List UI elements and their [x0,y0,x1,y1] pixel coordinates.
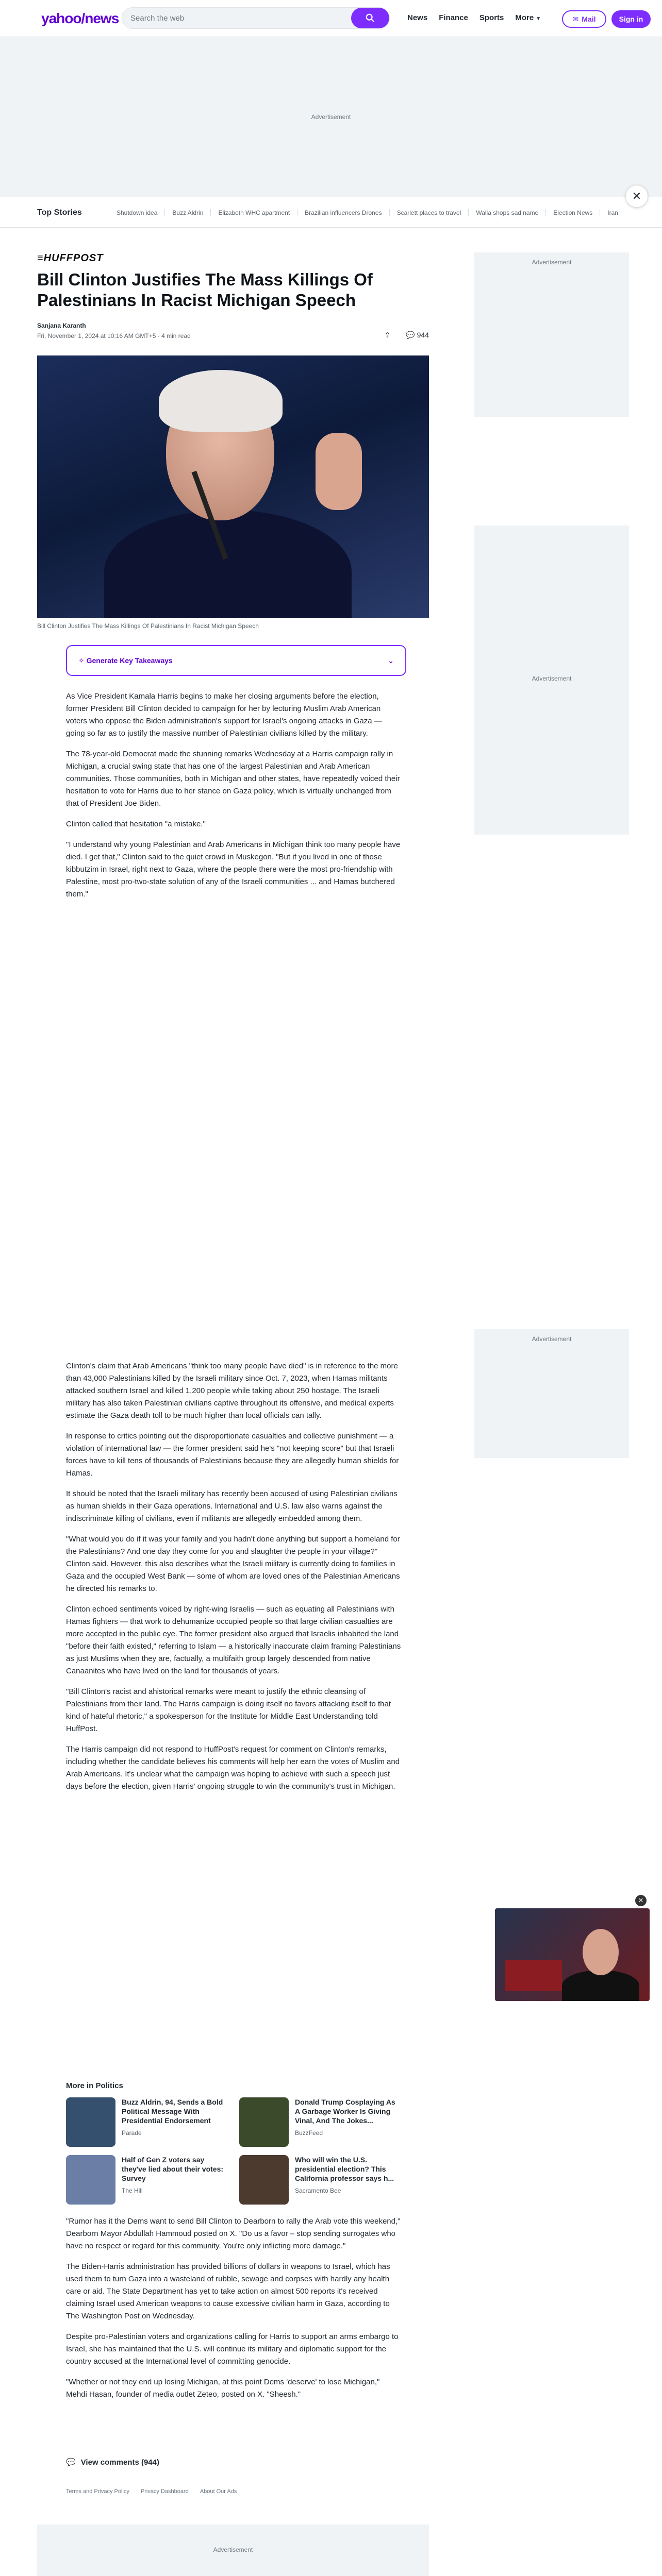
related-title: Buzz Aldrin, 94, Sends a Bold Political Message With Presidential Endorsement [122,2098,223,2125]
paragraph: "What would you do if it was your family and you hadn't done anything but support a homeland for the Palestinians? And one day they come for you and slaughter the people in your village?" Clinton said. However, this also describes what the Israeli military is currently doing to families in Gaza and the occupied West Bank — some of whom are loved ones of the Palestinian Americans he directed his remarks to. [66,1535,400,1593]
inline-advertisement[interactable]: Advertisement [37,2524,429,2576]
main-nav [407,13,541,22]
nav-news[interactable]: News [407,13,428,22]
related-story[interactable] [239,2097,401,2147]
video-figure-head [583,1929,619,1975]
header [0,0,662,37]
related-thumbnail [239,2097,289,2147]
hero-hand [316,433,362,510]
sign-in-button[interactable]: Sign in [611,10,651,28]
related-story[interactable] [66,2097,228,2147]
paragraph: "Rumor has it the Dems want to send Bill Clinton to Dearborn to rally the Arab vote this weekend," Dearborn Mayor Abdullah Hammoud posted on X. "Do us a favor – stop sending surrogates who have no respect or regard for this community. You're only inflicting more damage." [66,2217,401,2250]
paragraph: Clinton's claim that Arab Americans "think too many people have died" is in reference to the more than 43,000 Palestinians killed by the Israeli military since Oct. 7, 2023, when Hamas militants attacked southern Israel and killed 1,200 people while taking about 250 hostage. The Israeli military has also taken Palestinian civilians captive throughout its offensive, and medical experts estimate the Gaza death toll to be much higher than local officials can tally. [66,1362,398,1420]
sparkle-icon: ✧ [78,656,87,665]
view-comments-button[interactable]: 💬 View comments (944) [66,2458,159,2467]
article-title: Bill Clinton Justifies The Mass Killings Of Palestinians In Racist Michigan Speech [37,270,373,310]
top-story-item[interactable]: Shutdown idea [117,209,158,216]
hero-image [37,355,429,618]
source-logo[interactable]: ≡HUFFPOST [37,252,104,264]
top-story-item[interactable]: Buzz Aldrin [164,209,210,216]
yahoo-news-logo[interactable]: yahoo/news [41,10,119,26]
article-body [66,1360,401,1801]
related-source: BuzzFeed [295,2129,323,2137]
related-thumbnail [66,2097,115,2147]
generate-key-takeaways-button[interactable]: ✧ Generate Key Takeaways ⌄ [66,645,406,676]
footer-link[interactable]: Privacy Dashboard [140,2488,189,2495]
mail-icon: ✉ [572,14,579,23]
top-story-item[interactable]: Brazilian influencers Drones [297,209,389,216]
mail-button[interactable]: ✉ Mail [562,10,606,28]
paragraph: "I understand why young Palestinian and Arab Americans in Michigan think too many people have died. I get that," Clinton said to the quiet crowd in Muskegon. "But if you lived in one of those kibbutzim in Israel, right next to Gaza, where the people there were the most pro-friendship with Palestine, most pro-two-state solution of any of the Israeli communities ... and Hamas butchered them." [66,840,401,899]
search-icon [366,13,375,23]
paragraph: The Harris campaign did not respond to HuffPost's request for comment on Clinton's remarks, including whether the candidate believes his comments will help her earn the votes of Muslim and Arab Americans. It's unclear what the campaign was hoping to achieve with such a speech just days before the election, given Harris' ongoing struggle to win the community's trust in Michigan. [66,1745,400,1791]
related-thumbnail [66,2155,115,2205]
publish-date: Fri, November 1, 2024 at 10:16 AM GMT+5 · 4 min read [37,332,191,340]
related-source: The Hill [122,2187,143,2194]
article-actions [385,331,429,340]
related-title: Who will win the U.S. presidential election? This California professor says h... [295,2156,394,2182]
close-ad-button[interactable] [626,185,648,207]
floating-video-player[interactable] [495,1896,650,2001]
close-icon[interactable]: ✕ [635,1895,647,1906]
article-body [66,2215,401,2409]
related-title: Donald Trump Cosplaying As A Garbage Worker Is Giving Vinal, And The Jokes... [295,2098,395,2125]
sidebar-advertisement[interactable]: Advertisement [474,526,629,835]
top-stories-list [109,209,625,216]
top-story-item[interactable]: Walla shops sad name [468,209,545,216]
paragraph: "Bill Clinton's racist and ahistorical remarks were meant to justify the ethnic cleansing of Palestinians from their land. The Harris campaign is doing itself no favors attacking itself to that kind of hateful rhetoric," a spokesperson for the Institute for Middle East Understanding told HuffPost. [66,1687,391,1733]
top-stories-bar [0,197,662,228]
paragraph: Despite pro-Palestinian voters and organizations calling for Harris to support an arms embargo to Israel, she has maintained that the U.S. will continue its military and diplomatic support for the country accused at the International level of committing genocide. [66,2332,399,2366]
paragraph: Clinton called that hesitation "a mistake." [66,820,206,828]
top-story-item[interactable]: Election News [545,209,600,216]
paragraph: Clinton echoed sentiments voiced by right-wing Israelis — such as equating all Palestinians with Hamas fighters — that work to dehumanize occupied people so that large civilian casualties are more accepted in the public eye. The former president also argued that Israelis inhabited the land "before their faith existed," referring to Islam — a historically inaccurate claim framing Palestinians as just Muslims when they are, factually, a multifaith group largely descended from native Canaanites who have lived on the land for thousands of years. [66,1605,401,1675]
paragraph: "Whether or not they end up losing Michigan, at this point Dems 'deserve' to lose Michigan," Mehdi Hasan, founder of media outlet Zeteo, posted on X. "Sheesh." [66,2378,380,2399]
search-input[interactable] [122,7,390,29]
more-in-politics [66,2081,401,2205]
paragraph: The 78-year-old Democrat made the stunning remarks Wednesday at a Harris campaign rally in Michigan, a crucial swing state that has one of the largest Palestinian and Arab American communities. Those communities, both in Michigan and other states, have repeatedly voiced their hesitation to vote for Harris due to her stance on Gaza policy, which is virtually unchanged from that of President Joe Biden. [66,750,400,808]
related-story[interactable] [66,2155,228,2205]
comments-button[interactable]: 💬 944 [406,331,429,339]
sidebar-advertisement[interactable]: Advertisement [474,252,629,417]
top-stories-label: Top Stories [37,208,82,217]
article-footer-links [66,2488,237,2495]
related-story[interactable] [239,2155,401,2205]
footer-link[interactable]: Terms and Privacy Policy [66,2488,129,2495]
top-story-item[interactable]: Iran [600,209,625,216]
paragraph: It should be noted that the Israeli military has recently been accused of using Palestinian civilians as human shields in their Gaza operations. International and U.S. law also warns against the indiscriminate killing of civilians, even if militants are allegedly embedded among them. [66,1489,398,1523]
chevron-down-icon: ⌄ [388,656,394,665]
nav-sports[interactable]: Sports [479,13,504,22]
image-caption: Bill Clinton Justifies The Mass Killings Of Palestinians In Racist Michigan Speech [37,622,259,630]
nav-finance[interactable]: Finance [439,13,468,22]
article-header [37,252,429,340]
hero-figure-hair [159,370,283,432]
related-thumbnail [239,2155,289,2205]
comment-icon: 💬 [66,2458,76,2467]
paragraph: The Biden-Harris administration has provided billions of dollars in weapons to Israel, which has used them to turn Gaza into a wasteland of rubble, sewage and corpses with hardly any health care or aid. The State Department has yet to take action on almost 500 reports it's received claiming Israel used American weapons to cause excessive civilian harm in Gaza, according to The Washington Post on Wednesday. [66,2262,390,2320]
sidebar-advertisement[interactable]: Advertisement [474,1329,629,1458]
article-body [66,690,401,909]
related-title: Half of Gen Z voters say they've lied about their votes: Survey [122,2156,224,2182]
author[interactable]: Sanjana Karanth [37,322,86,329]
search-placeholder: Search the web [130,14,185,23]
nav-more[interactable]: More ▼ [515,13,541,22]
footer-link[interactable]: About Our Ads [200,2488,237,2495]
related-source: Parade [122,2129,142,2137]
section-title: More in Politics [66,2081,123,2090]
paragraph: In response to critics pointing out the disproportionate casualties and collective punishment — a violation of international law — the former president said he's "not keeping score" but that Israeli forces have to kill tens of thousands of Palestinians because they are allegedly human shields for Hamas. [66,1432,399,1478]
share-icon[interactable]: ⇪ [384,331,391,339]
top-story-item[interactable]: Scarlett places to travel [389,209,469,216]
paragraph: As Vice President Kamala Harris begins to make her closing arguments before the election, former President Bill Clinton decided to campaign for her by lecturing Muslim Arab American voters who oppose the Biden administration's support for Israel's ongoing attacks in Gaza — going so far as to justify the massive number of Palestinian civilians killed by the military. [66,692,382,738]
search-button[interactable] [351,8,389,28]
top-advertisement[interactable]: Advertisement [0,37,662,197]
related-source: Sacramento Bee [295,2187,341,2194]
top-story-item[interactable]: Elizabeth WHC apartment [210,209,297,216]
video-flag [505,1960,562,1991]
hero-figure-suit [104,510,352,618]
chevron-down-icon: ▼ [536,16,541,22]
close-icon: ✕ [632,190,642,202]
